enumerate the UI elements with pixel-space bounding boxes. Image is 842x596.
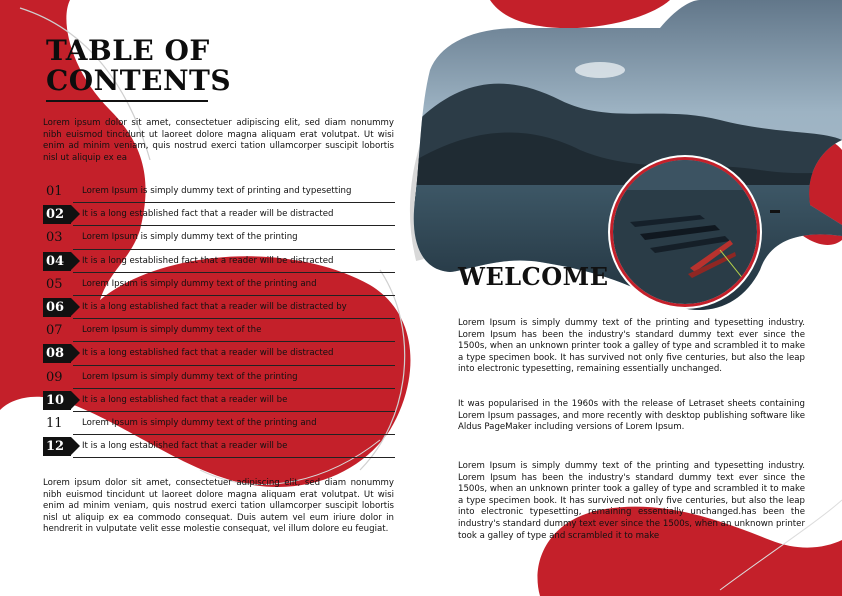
toc-row xyxy=(43,435,395,458)
toc-number: 04 xyxy=(43,252,71,271)
toc-number: 12 xyxy=(43,437,71,456)
title-underline xyxy=(46,100,208,102)
toc-number: 09 xyxy=(46,369,63,385)
toc-entry-text: It is a long established fact that a reader will be distracted xyxy=(82,209,334,220)
toc-entry-text: It is a long established fact that a reader will be distracted xyxy=(82,255,334,266)
toc-row xyxy=(43,250,395,273)
toc-entry-text: Lorem Ipsum is simply dummy text of the printing xyxy=(82,371,298,382)
welcome-heading: WELCOME xyxy=(458,262,609,291)
toc-row xyxy=(43,180,395,203)
toc-number: 01 xyxy=(46,184,63,199)
toc-row xyxy=(43,203,395,226)
toc-row xyxy=(43,389,395,412)
toc-number: 03 xyxy=(46,230,63,246)
toc-title-line1: TABLE OF xyxy=(46,34,210,67)
toc-number: 05 xyxy=(46,276,63,292)
toc-row xyxy=(43,273,395,296)
toc-title-line2: CONTENTS xyxy=(46,64,232,97)
toc-entry-text: It is a long established fact that a reader will be xyxy=(82,441,288,452)
toc-number: 10 xyxy=(43,391,71,410)
toc-title xyxy=(46,34,232,97)
toc-row xyxy=(43,366,395,389)
toc-entry-text: It is a long established fact that a reader will be distracted xyxy=(82,348,334,359)
toc-entry-text: Lorem Ipsum is simply dummy text of the xyxy=(82,325,262,336)
toc-row xyxy=(43,412,395,435)
toc-number: 06 xyxy=(43,298,71,317)
body-paragraph-2: It was popularised in the 1960s with the release of Letraset sheets containing Lorem Ipsum passages, and more recently with desktop publishing software like Aldus PageMaker including versions of Lorem Ipsum. xyxy=(458,399,805,433)
toc-number: 02 xyxy=(43,205,71,224)
toc-entry-text: It is a long established fact that a reader will be distracted by xyxy=(82,301,347,312)
toc-number: 07 xyxy=(46,323,63,339)
toc-entry-text: Lorem Ipsum is simply dummy text of the printing xyxy=(82,232,298,243)
toc-entry-text: Lorem Ipsum is simply dummy text of the printing and xyxy=(82,417,317,428)
toc-entry-text: Lorem Ipsum is simply dummy text of the printing and xyxy=(82,278,317,289)
toc-entry-text: It is a long established fact that a reader will be xyxy=(82,394,288,405)
toc-row xyxy=(43,342,395,365)
body-paragraph-1: Lorem Ipsum is simply dummy text of the printing and typesetting industry. Lorem Ipsum has been the industry's standard dummy text ever since the 1500s, when an unknown printer took a galley of type and scrambled it to make a type specimen book. It has survived not only five centuries, but also the leap into electronic typesetting, remaining essentially unchanged. xyxy=(458,318,805,375)
body-paragraph-3: Lorem Ipsum is simply dummy text of the printing and typesetting industry. Lorem Ipsum has been the industry's standard dummy text ever since the 1500s, when an unknown printer took a galley of type and scrambled it to make a type specimen book. It has survived not only five centuries, but also the leap into electronic typesetting, remaining essentially unchanged.has been the industry's standard dummy text ever since the 1500s, when an unknown printer took a galley of type and scrambled it to make xyxy=(458,461,805,541)
toc-list xyxy=(43,180,395,458)
toc-divider xyxy=(73,457,395,458)
toc-row xyxy=(43,319,395,342)
outro-paragraph: Lorem ipsum dolor sit amet, consectetuer adipiscing elit, sed diam nonummy nibh euismod tincidunt ut laoreet dolore magna aliquam erat volutpat. Ut wisi enim ad minim veniam, quis nostrud exerci tation ullamcorper suscipit lobortis nisl ut aliquip ex ea commodo consequat. Duis autem vel eum iriure dolor in hendrerit in vulputate velit esse molestie consequat, vel illum dolore eu feugiat. xyxy=(43,478,394,535)
toc-number: 08 xyxy=(43,344,71,363)
toc-row xyxy=(43,226,395,249)
toc-row xyxy=(43,296,395,319)
red-blob-top-right xyxy=(490,0,670,28)
intro-paragraph: Lorem ipsum dolor sit amet, consectetuer adipiscing elit, sed diam nonummy nibh euismod tincidunt ut laoreet dolore magna aliquam erat volutpat. Ut wisi enim ad minim veniam, quis nostrud exerci tation ullamcorper suscipit lobortis nisl ut aliquip ex ea xyxy=(43,118,394,163)
toc-entry-text: Lorem Ipsum is simply dummy text of printing and typesetting xyxy=(82,186,352,196)
toc-number: 11 xyxy=(46,415,63,431)
